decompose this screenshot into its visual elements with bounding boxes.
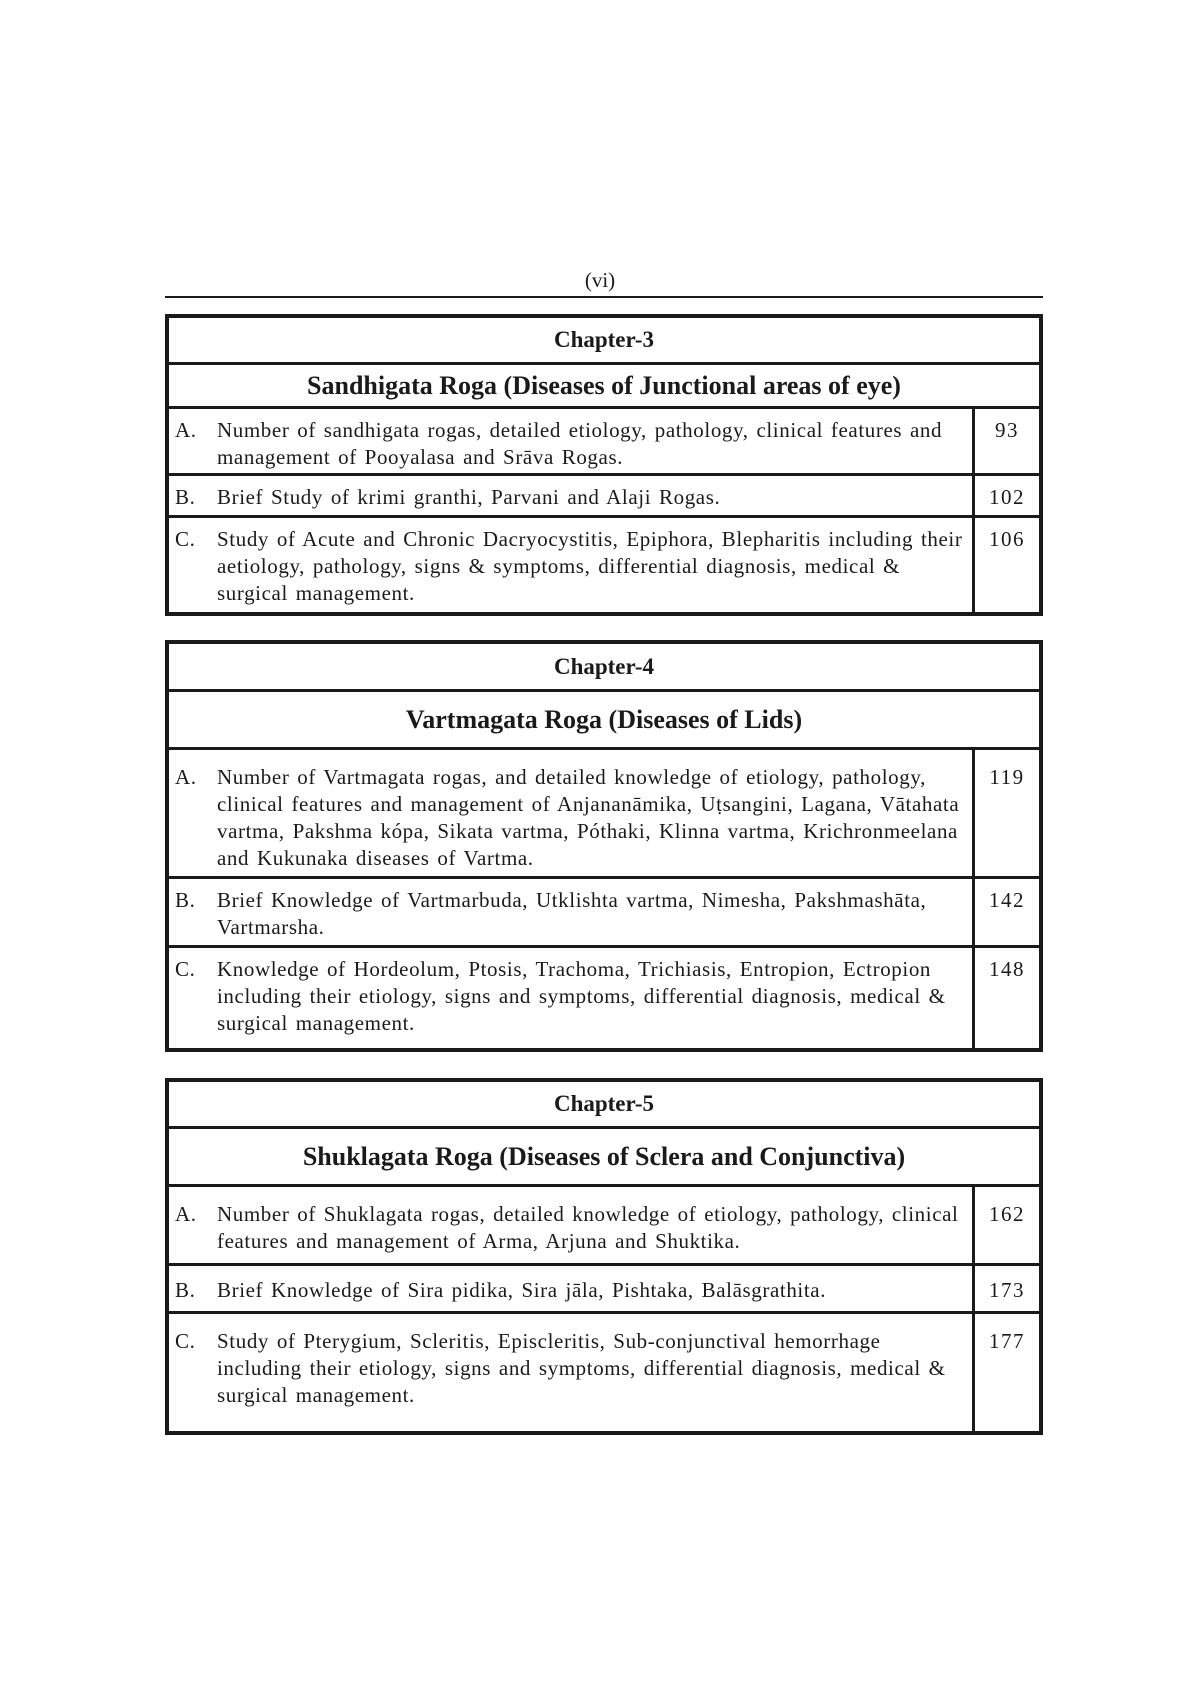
entry-page-number: 173 <box>972 1266 1039 1311</box>
toc-entry <box>169 1314 1039 1431</box>
entry-page-number: 102 <box>972 476 1039 515</box>
entry-letter: B. <box>175 485 196 509</box>
toc-entry <box>169 879 1039 948</box>
entry-letter: A. <box>175 765 197 789</box>
chapter-title: Vartmagata Roga (Diseases of Lids) <box>169 692 1039 750</box>
entry-letter: A. <box>175 418 197 442</box>
entry-text: Number of sandhigata rogas, detailed etiology, pathology, clinical features and management of Pooyalasa and Srāva Rogas. <box>217 418 943 469</box>
toc-entry <box>169 409 1039 476</box>
entry-text: Study of Pterygium, Scleritis, Episcleritis, Sub-conjunctival hemorrhage including their etiology, signs and symptoms, differential diagnosis, medical & surgical management. <box>217 1329 946 1407</box>
entry-letter: C. <box>175 1329 196 1353</box>
entry-text: Brief Knowledge of Sira pidika, Sira jāla, Pishtaka, Balāsgrathita. <box>217 1278 827 1302</box>
page-number: (vi) <box>584 268 616 292</box>
entry-letter: B. <box>175 1278 196 1302</box>
chapter-4-box <box>165 640 1043 1052</box>
entry-page-number: 119 <box>972 750 1039 876</box>
entry-page-number: 177 <box>972 1314 1039 1431</box>
header-rule <box>165 296 1043 298</box>
chapter-3-box <box>165 314 1043 616</box>
toc-entry <box>169 1187 1039 1266</box>
entry-text: Number of Shuklagata rogas, detailed knowledge of etiology, pathology, clinical features and management of Arma, Arjuna and Shuktika. <box>217 1202 959 1253</box>
toc-entry <box>169 750 1039 879</box>
entry-page-number: 142 <box>972 879 1039 945</box>
entry-page-number: 93 <box>972 409 1039 473</box>
toc-entry <box>169 948 1039 1048</box>
chapter-5-box <box>165 1078 1043 1435</box>
chapter-heading: Chapter-5 <box>169 1082 1039 1129</box>
entry-text: Knowledge of Hordeolum, Ptosis, Trachoma, Trichiasis, Entropion, Ectropion including their etiology, signs and symptoms, differential diagnosis, medical & surgical management. <box>217 957 946 1035</box>
entry-letter: C. <box>175 527 196 551</box>
entry-page-number: 106 <box>972 518 1039 612</box>
toc-entry <box>169 1266 1039 1314</box>
chapter-heading: Chapter-4 <box>169 644 1039 692</box>
entry-letter: A. <box>175 1202 197 1226</box>
entry-letter: C. <box>175 957 196 981</box>
entry-letter: B. <box>175 888 196 912</box>
chapter-title: Shuklagata Roga (Diseases of Sclera and Conjunctiva) <box>169 1129 1039 1187</box>
entry-text: Study of Acute and Chronic Dacryocystitis, Epiphora, Blepharitis including their aetiology, pathology, signs & symptoms, differential diagnosis, medical & surgical management. <box>217 527 963 605</box>
entry-page-number: 162 <box>972 1187 1039 1263</box>
chapter-heading: Chapter-3 <box>169 318 1039 365</box>
entry-page-number: 148 <box>972 948 1039 1048</box>
entry-text: Brief Study of krimi granthi, Parvani and Alaji Rogas. <box>217 485 721 509</box>
chapter-title: Sandhigata Roga (Diseases of Junctional areas of eye) <box>169 365 1039 409</box>
toc-entry <box>169 518 1039 612</box>
entry-text: Number of Vartmagata rogas, and detailed knowledge of etiology, pathology, clinical features and management of Anjananāmika, Uṭsangini, Lagana, Vātahata vartma, Pakshma kópa, Sikata vartma, Póthaki, Klinna vartma, Krichronmeelana and Kukunaka diseases of Vartma. <box>217 765 960 870</box>
toc-entry <box>169 476 1039 518</box>
entry-text: Brief Knowledge of Vartmarbuda, Utklishta vartma, Nimesha, Pakshmashāta, Vartmarsha. <box>217 888 927 939</box>
